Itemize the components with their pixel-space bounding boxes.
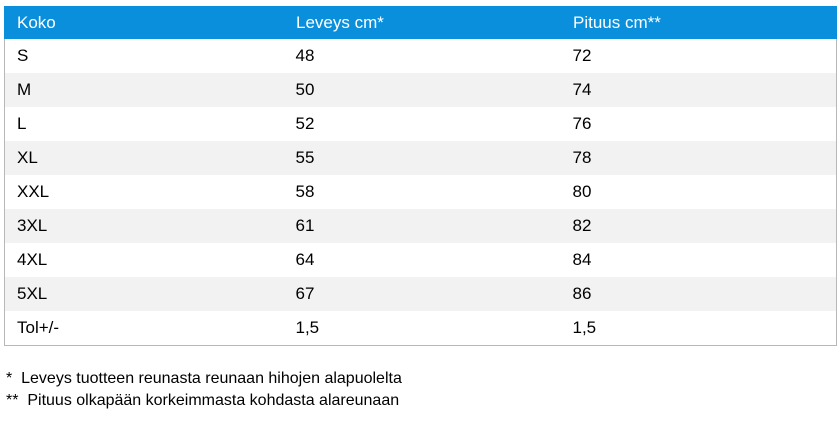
- cell-length: 80: [561, 175, 837, 209]
- footnote-length: ** Pituus olkapään korkeimmasta kohdasta alareunaan: [6, 392, 400, 409]
- cell-length: 86: [561, 277, 837, 311]
- cell-size: 3XL: [5, 209, 284, 243]
- cell-length: 74: [561, 73, 837, 107]
- cell-size: XXL: [5, 175, 284, 209]
- column-header-width: Leveys cm*: [284, 6, 561, 39]
- cell-size: 5XL: [5, 277, 284, 311]
- cell-length: 1,5: [561, 311, 837, 345]
- cell-size: Tol+/-: [5, 311, 284, 345]
- table-row: [5, 209, 837, 243]
- cell-size: L: [5, 107, 284, 141]
- cell-width: 58: [284, 175, 561, 209]
- footnote-width: * Leveys tuotteen reunasta reunaan hihojen alapuolelta: [6, 370, 402, 387]
- column-header-length: Pituus cm**: [561, 6, 837, 39]
- cell-width: 67: [284, 277, 561, 311]
- cell-width: 50: [284, 73, 561, 107]
- cell-size: M: [5, 73, 284, 107]
- table-row: [5, 73, 837, 107]
- cell-width: 48: [284, 39, 561, 73]
- table-row: [5, 141, 837, 175]
- cell-size: S: [5, 39, 284, 73]
- cell-width: 61: [284, 209, 561, 243]
- cell-length: 82: [561, 209, 837, 243]
- cell-length: 72: [561, 39, 837, 73]
- cell-width: 55: [284, 141, 561, 175]
- table-row: [5, 39, 837, 73]
- cell-length: 76: [561, 107, 837, 141]
- cell-length: 84: [561, 243, 837, 277]
- cell-width: 64: [284, 243, 561, 277]
- cell-width: 1,5: [284, 311, 561, 345]
- cell-width: 52: [284, 107, 561, 141]
- cell-size: 4XL: [5, 243, 284, 277]
- column-header-size: Koko: [5, 6, 284, 39]
- table-row-tolerance: [5, 311, 837, 345]
- cell-size: XL: [5, 141, 284, 175]
- table-row: [5, 107, 837, 141]
- table-header-row: [5, 6, 837, 39]
- table-row: [5, 277, 837, 311]
- table-row: [5, 243, 837, 277]
- size-table: [4, 6, 837, 346]
- table-row: [5, 175, 837, 209]
- footnotes: [6, 368, 402, 412]
- cell-length: 78: [561, 141, 837, 175]
